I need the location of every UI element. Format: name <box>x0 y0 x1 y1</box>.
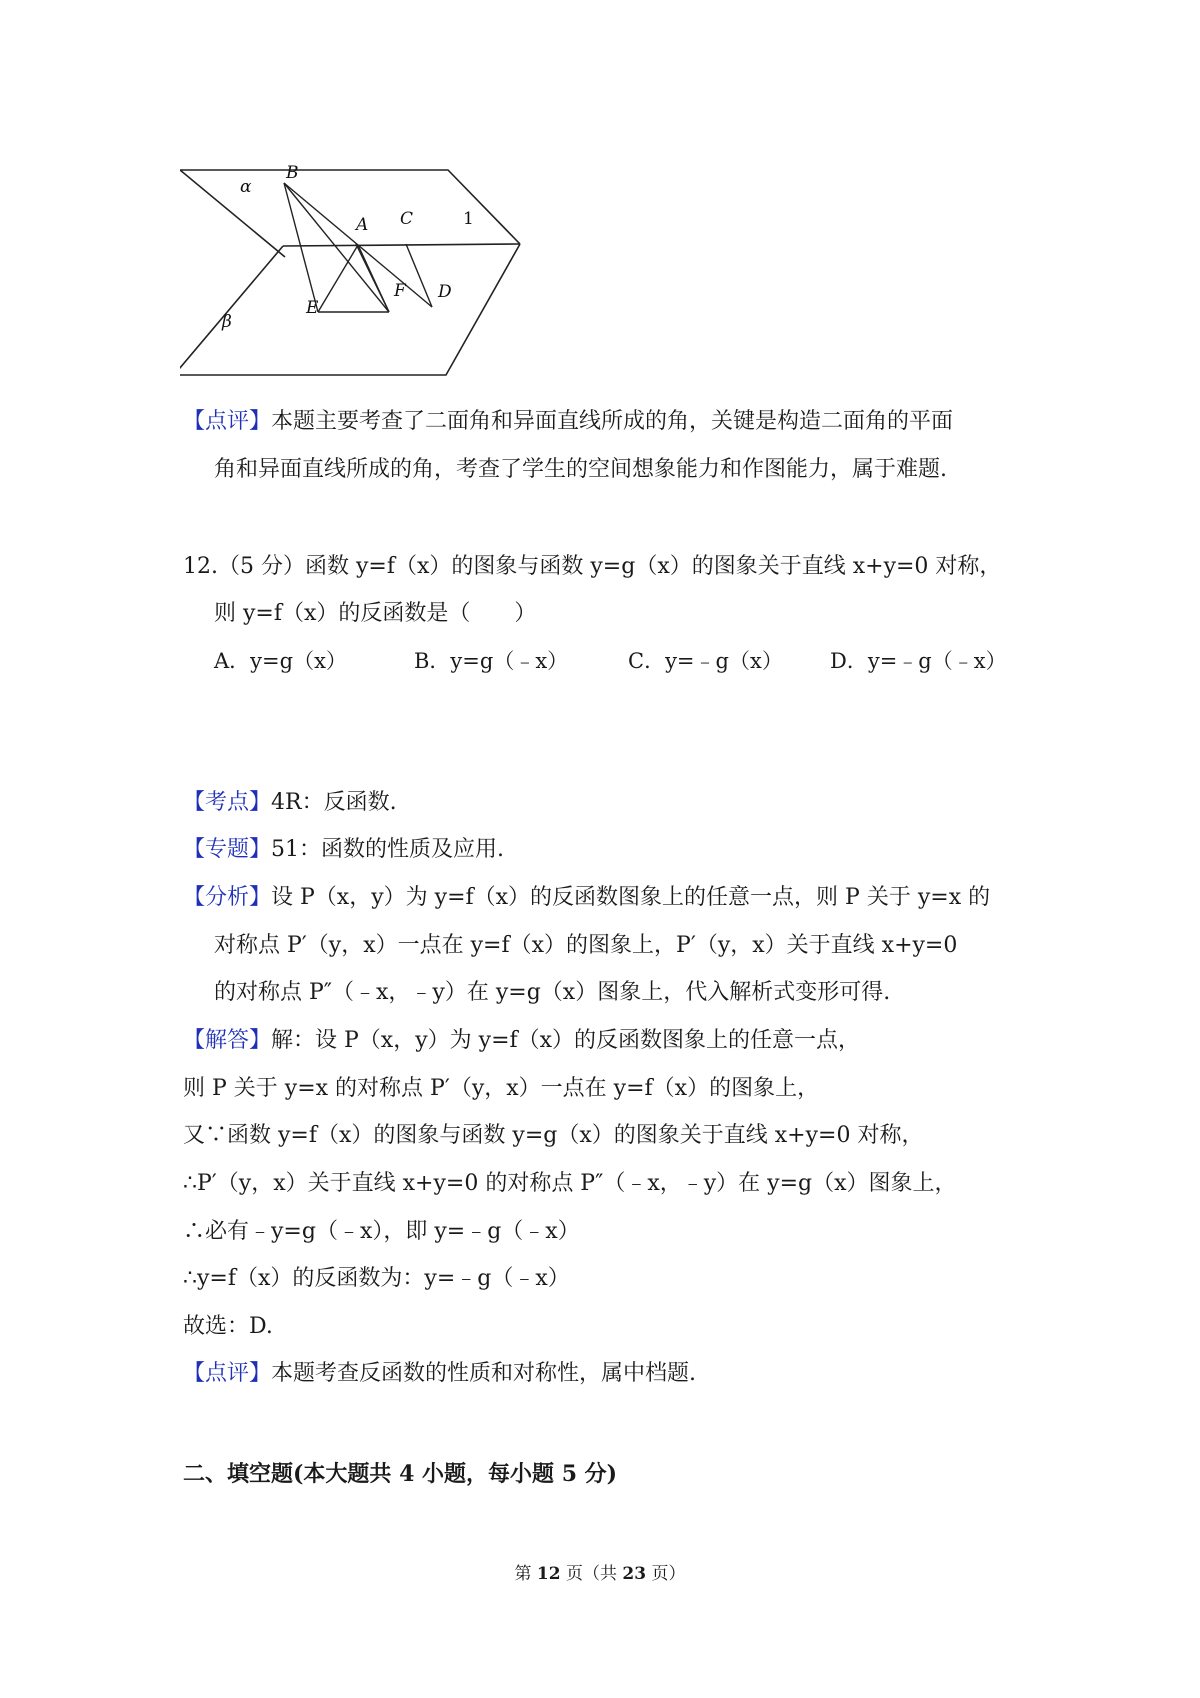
jieda-line-5: ∴必有﹣y=g（﹣x），即 y=﹣g（﹣x） <box>183 1219 580 1244</box>
segment-BF <box>284 183 389 312</box>
comment-line <box>183 1358 696 1390</box>
fenxi-text-1: 设 P（x，y）为 y=f（x）的反函数图象上的任意一点，则 P 关于 y=x 的 <box>271 885 991 910</box>
footer-page-number: 12 <box>536 1564 561 1584</box>
option-C: C．y=﹣g（x） <box>628 649 783 673</box>
jieda-line-6: ∴y=f（x）的反函数为：y=﹣g（﹣x） <box>183 1266 570 1291</box>
jieda-line-2: 则 P 关于 y=x 的对称点 P′（y，x）一点在 y=f（x）的图象上， <box>183 1076 820 1101</box>
dihedral-angle-figure <box>180 160 580 385</box>
section-heading: 二、填空题(本大题共 4 小题，每小题 5 分) <box>183 1461 618 1487</box>
jieda-line-7: 故选：D. <box>183 1314 273 1339</box>
option-A: A．y=g（x） <box>214 649 347 673</box>
comment-prev-text-1: 本题主要考查了二面角和异面直线所成的角，关键是构造二面角的平面 <box>271 409 954 434</box>
option-D: D．y=﹣g（﹣x） <box>830 649 1007 673</box>
comment-tag: 【点评】 <box>183 1361 272 1386</box>
question-stem-line-1: 12.（5 分）函数 y=f（x）的图象与函数 y=g（x）的图象关于直线 x+y=0 对称， <box>183 554 1002 579</box>
segment-BE <box>284 183 318 312</box>
jieda-text-1: 解：设 P（x，y）为 y=f（x）的反函数图象上的任意一点， <box>271 1028 861 1053</box>
comment-prev-tag: 【点评】 <box>183 409 272 434</box>
question-stem-line-2: 则 y=f（x）的反函数是（ ） <box>214 601 537 626</box>
option-B: B．y=g（﹣x） <box>414 649 569 673</box>
segment-EA <box>318 245 358 312</box>
zhuanti-line <box>183 834 504 866</box>
footer-total-pages: 23 <box>622 1564 647 1584</box>
label-C: C <box>400 209 414 229</box>
footer-suffix: 页） <box>651 1564 686 1584</box>
edge-line-l <box>283 244 520 246</box>
fenxi-line-3: 的对称点 P″（﹣x，﹣y）在 y=g（x）图象上，代入解析式变形可得. <box>214 980 891 1005</box>
jieda-line-1 <box>183 1025 860 1057</box>
comment-prev-line-1 <box>183 406 953 438</box>
kaodian-text: 4R：反函数. <box>271 790 397 815</box>
kaodian-line <box>183 787 397 819</box>
zhuanti-text: 51：函数的性质及应用. <box>271 837 505 862</box>
fenxi-tag: 【分析】 <box>183 885 272 910</box>
footer-prefix: 第 <box>514 1564 532 1584</box>
label-beta: β <box>222 312 232 332</box>
fenxi-line-1 <box>183 882 990 914</box>
comment-prev-line-2: 角和异面直线所成的角，考查了学生的空间想象能力和作图能力，属于难题. <box>214 457 947 482</box>
fenxi-line-2: 对称点 P′（y，x）一点在 y=f（x）的图象上，P′（y，x）关于直线 x+y=0 <box>214 933 958 958</box>
label-A: A <box>356 215 369 235</box>
label-E: E <box>306 298 319 318</box>
jieda-tag: 【解答】 <box>183 1028 272 1053</box>
label-alpha: α <box>240 177 252 197</box>
zhuanti-tag: 【专题】 <box>183 837 272 862</box>
comment-text: 本题考查反函数的性质和对称性，属中档题. <box>271 1361 697 1386</box>
footer-middle: 页（共 <box>566 1564 617 1584</box>
kaodian-tag: 【考点】 <box>183 790 272 815</box>
page-footer <box>0 1562 1200 1586</box>
jieda-line-4: ∴P′（y，x）关于直线 x+y=0 的对称点 P″（﹣x，﹣y）在 y=g（x）图象上， <box>183 1171 957 1196</box>
label-D: D <box>438 282 452 302</box>
label-F: F <box>394 281 406 301</box>
segment-CD <box>406 244 432 307</box>
label-1: 1 <box>463 209 474 229</box>
jieda-line-3: 又∵函数 y=f（x）的图象与函数 y=g（x）的图象关于直线 x+y=0 对称， <box>183 1123 924 1148</box>
label-B: B <box>286 163 299 183</box>
